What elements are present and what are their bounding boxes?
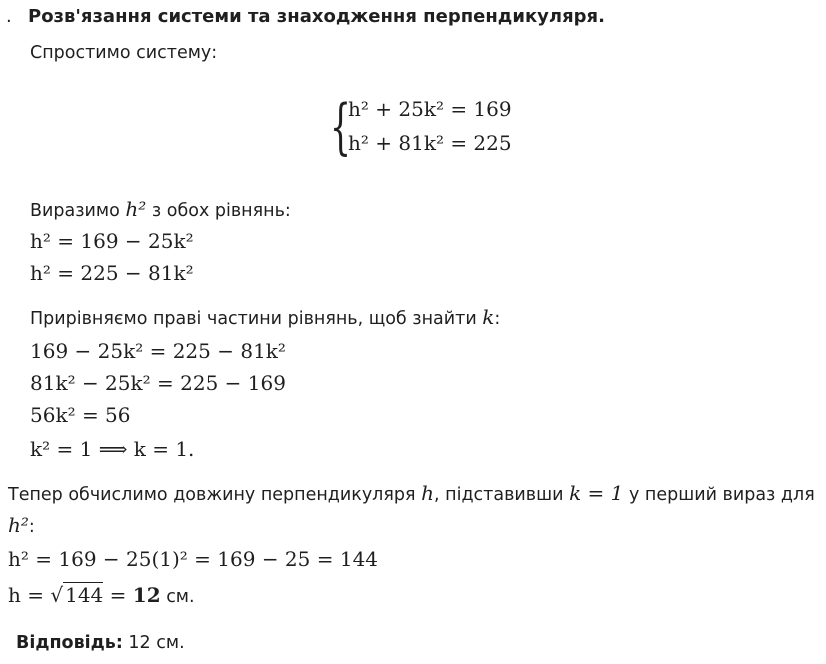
compute-text-1: Тепер обчислимо довжину перпендикуляря: [8, 485, 416, 505]
step-2: 81k² − 25k² = 225 − 169: [30, 371, 286, 395]
equate-variable: k: [482, 305, 495, 329]
express-text: Виразимо: [30, 201, 120, 221]
list-marker: .: [6, 6, 12, 27]
system-equation-1: [348, 96, 512, 122]
answer-line: [16, 632, 185, 654]
step-3: 56k² = 56: [30, 403, 131, 427]
square-root: √ 144: [50, 583, 104, 607]
express-rest: з обох рівнянь:: [151, 201, 291, 221]
compute-sentence-continued: [8, 514, 35, 538]
compute-colon: :: [28, 517, 35, 537]
result-eq: =: [103, 583, 133, 607]
result-unit: см.: [160, 587, 195, 607]
equate-colon: :: [494, 309, 501, 329]
system-eq2-text: h² + 81k² = 225: [348, 131, 512, 155]
compute-text-3: у перший вираз для: [628, 485, 815, 505]
system-eq1-text: h² + 25k² = 169: [348, 97, 512, 121]
compute-variable-h2: h²: [8, 513, 29, 537]
step-4: k² = 1 ⟹ k = 1.: [30, 437, 195, 461]
radicand: 144: [65, 583, 104, 607]
express-sentence: [30, 198, 291, 222]
compute-substitution: k = 1: [569, 481, 624, 505]
result-lhs: h =: [8, 583, 51, 607]
heading-title: Розв'язання системи та знаходження перпендикуляря.: [28, 6, 605, 27]
compute-sentence: [8, 482, 815, 506]
compute-text-2: , підставивши: [434, 485, 564, 505]
equate-text: Прирівняємо праві частини рівнянь, щоб знайти: [30, 309, 477, 329]
equate-sentence: [30, 306, 500, 330]
system-equation-2: [348, 130, 512, 156]
step-1: 169 − 25k² = 225 − 81k²: [30, 339, 286, 363]
system-brace: {: [330, 92, 352, 162]
answer-label: Відповідь:: [16, 633, 123, 653]
express-equation-2: h² = 225 − 81k²: [30, 261, 194, 285]
section-heading: [6, 6, 605, 27]
answer-value: 12 см.: [122, 633, 185, 653]
compute-variable-h: h: [421, 481, 435, 505]
express-equation-1: h² = 169 − 25k²: [30, 229, 194, 253]
intro-text: Спростимо систему:: [30, 43, 218, 63]
result-value: 12: [132, 583, 161, 607]
result-equation: [8, 582, 195, 610]
express-variable: h²: [125, 197, 147, 221]
compute-equation: h² = 169 − 25(1)² = 169 − 25 = 144: [8, 547, 379, 571]
